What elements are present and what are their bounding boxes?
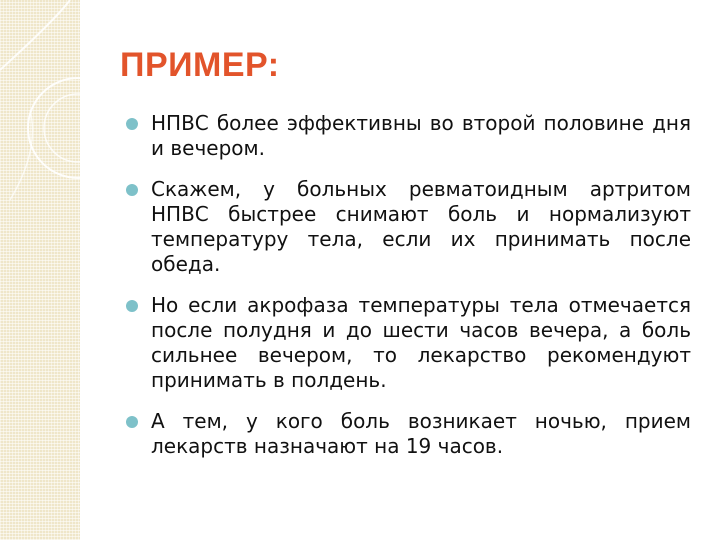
bullet-dot-icon bbox=[126, 118, 138, 130]
bullet-text: А тем, у кого боль возникает ночью, прием лекарств назначают на 19 часов. bbox=[151, 409, 691, 458]
bullet-item bbox=[125, 293, 691, 393]
slide-title: ПРИМЕР: bbox=[120, 46, 280, 84]
bullet-item bbox=[125, 111, 691, 161]
bullet-text: Но если акрофаза температуры тела отмечается после полудня и до шести часов вечера, а боль сильнее вечером, то лекарство рекомендуют принимать в полдень. bbox=[151, 293, 691, 392]
bullet-item bbox=[125, 177, 691, 277]
bullet-dot-icon bbox=[126, 300, 138, 312]
bullet-dot-icon bbox=[126, 184, 138, 196]
bullet-text: НПВС более эффективны во второй половине дня и вечером. bbox=[151, 111, 691, 160]
bullet-text: Скажем, у больных ревматоидным артритом НПВС быстрее снимают боль и нормализуют температуру тела, если их принимать после обеда. bbox=[151, 177, 691, 276]
bullet-item bbox=[125, 409, 691, 459]
bullet-dot-icon bbox=[126, 416, 138, 428]
bullet-list bbox=[125, 111, 691, 475]
circle-ornament-icon bbox=[0, 0, 140, 200]
